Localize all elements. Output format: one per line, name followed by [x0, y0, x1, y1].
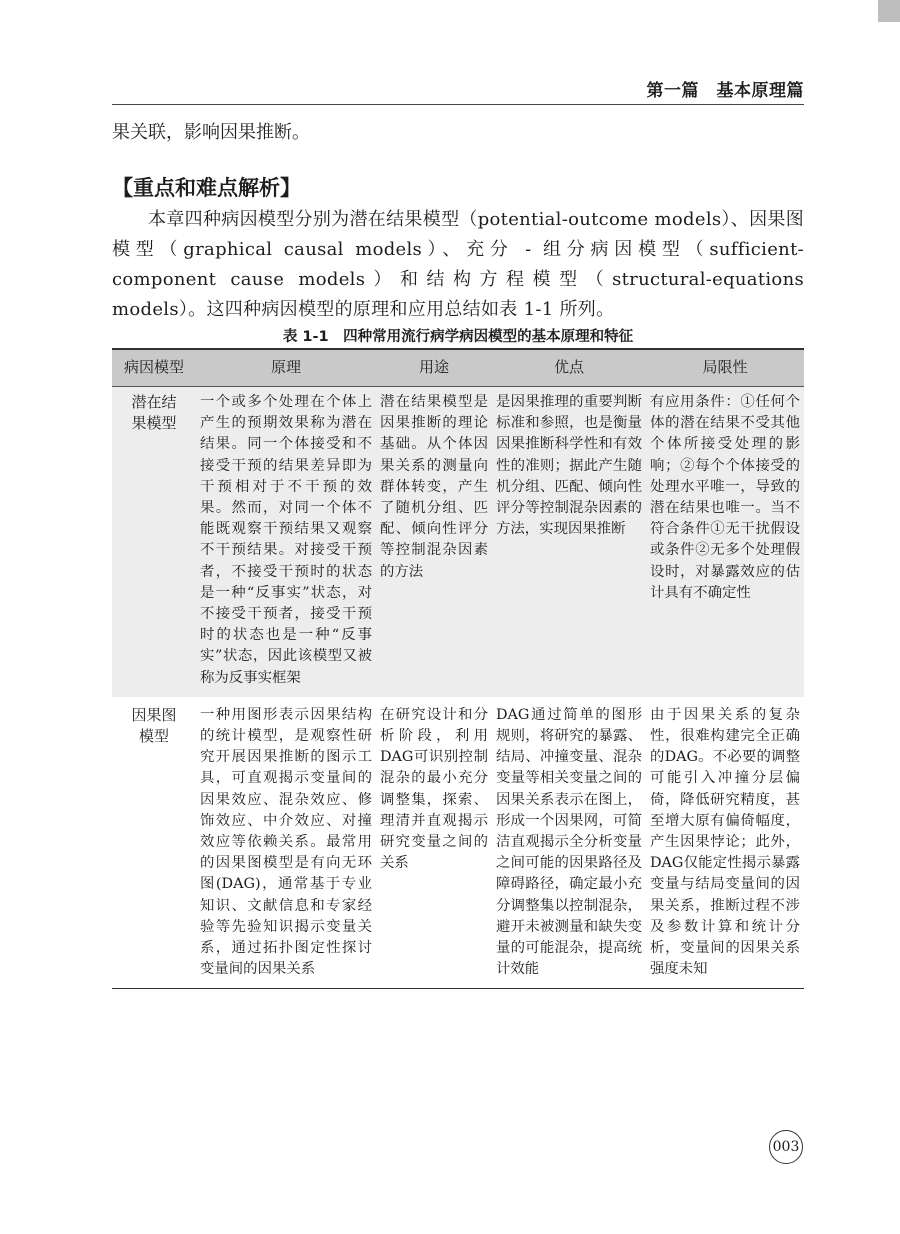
table-row [112, 387, 804, 697]
cell-model [112, 697, 196, 989]
model-name: 因果图模型 [131, 705, 177, 746]
cell-model [112, 387, 196, 697]
cell-advantage: 是因果推理的重要判断标准和参照，也是衡量因果推断科学性和有效性的准则；据此产生随机分组、匹配、倾向性评分等控制混杂因素的方法，实现因果推断 [492, 387, 646, 697]
header-limitation: 局限性 [646, 349, 804, 387]
section-heading: 【重点和难点解析】 [112, 176, 301, 200]
cell-advantage: DAG通过简单的图形规则，将研究的暴露、结局、冲撞变量、混杂变量等相关变量之间的因果关系表示在图上，形成一个因果网，可简洁直观揭示全分析变量之间可能的因果路径及障碍路径，确定最小充分调整集以控制混杂，避开未被测量和缺失变量的可能混杂，提高统计效能 [492, 697, 646, 989]
table-row [112, 697, 804, 989]
cell-principle: 一种用图形表示因果结构的统计模型，是观察性研究开展因果推断的图示工具，可直观揭示变量间的因果效应、混杂效应、修饰效应、中介效应、对撞效应等依赖关系。最常用的因果图模型是有向无环图(DAG)，通常基于专业知识、文献信息和专家经验等先验知识揭示变量关系，通过拓扑图定性探讨变量间的因果关系 [196, 697, 376, 989]
cell-use: 潜在结果模型是因果推断的理论基础。从个体因果关系的测量向群体转变，产生了随机分组、匹配、倾向性评分等控制混杂因素的方法 [376, 387, 492, 697]
header-rule [112, 104, 804, 105]
cell-use: 在研究设计和分析阶段，利用DAG可识别控制混杂的最小充分调整集，探索、理清并直观揭示研究变量之间的关系 [376, 697, 492, 989]
cell-limitation: 有应用条件：①任何个体的潜在结果不受其他个体所接受处理的影响；②每个个体接受的处理水平唯一，导致的潜在结果也唯一。当不符合条件①无干扰假设或条件②无多个处理假设时，对暴露效应的估计具有不确定性 [646, 387, 804, 697]
models-table [112, 348, 804, 989]
header-principle: 原理 [196, 349, 376, 387]
paragraph-intro: 本章四种病因模型分别为潜在结果模型（potential-outcome models）、因果图模型（graphical causal models）、充分 - 组分病因模型（sufficient-component cause models）和结构方程模型（structural-equations models）。这四种病因模型的原理和应用总结如表 1-1 所列。 [112, 209, 804, 320]
cell-principle: 一个或多个处理在个体上产生的预期效果称为潜在结果。同一个体接受和不接受干预的结果差异即为干预相对于不干预的效果。然而，对同一个体不能既观察干预结果又观察不干预结果。对接受干预者，不接受干预时的状态是一种“反事实”状态，对不接受干预者，接受干预时的状态也是一种“反事实”状态，因此该模型又被称为反事实框架 [196, 387, 376, 697]
model-name: 潜在结果模型 [131, 393, 177, 433]
page-number: 003 [769, 1130, 803, 1164]
cell-limitation: 由于因果关系的复杂性，很难构建完全正确的DAG。不必要的调整可能引入冲撞分层偏倚，降低研究精度，甚至增大原有偏倚幅度，产生因果悖论；此外，DAG仅能定性揭示暴露变量与结局变量间的因果关系，推断过程不涉及参数计算和统计分析，变量间的因果关系强度未知 [646, 697, 804, 989]
header-advantage: 优点 [492, 349, 646, 387]
header-use: 用途 [376, 349, 492, 387]
paragraph-continuation: 果关联，影响因果推断。 [112, 122, 310, 143]
running-header: 第一篇 基本原理篇 [646, 81, 804, 101]
header-model: 病因模型 [112, 349, 196, 387]
table-title: 表 1-1 四种常用流行病学病因模型的基本原理和特征 [282, 329, 634, 345]
page-corner-mark [878, 0, 900, 22]
table-header-row [112, 349, 804, 387]
